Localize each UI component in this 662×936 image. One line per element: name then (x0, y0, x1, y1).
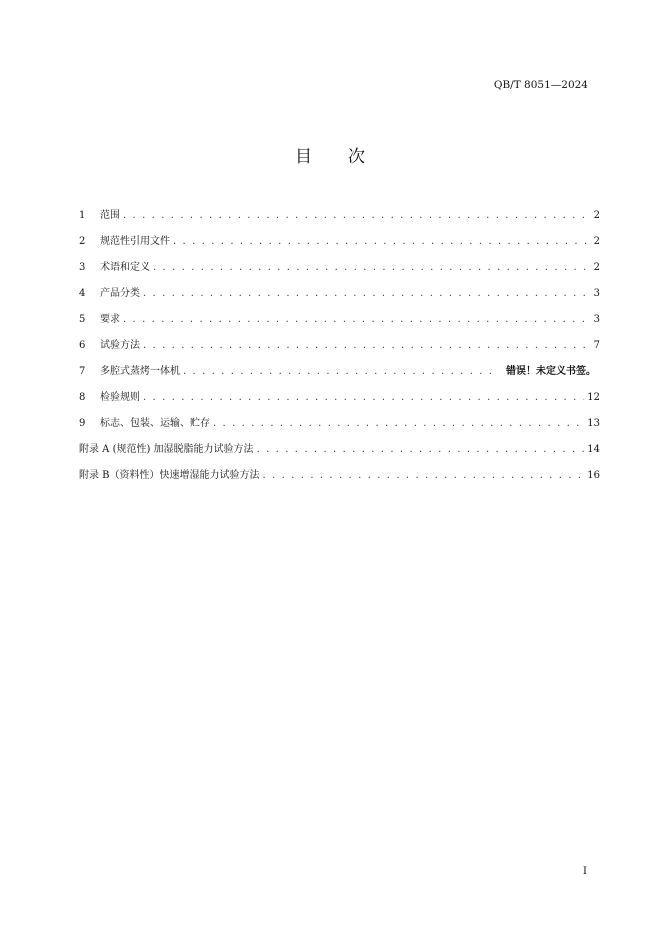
toc-entry-label[interactable]: 规范性引用文件 (100, 236, 170, 247)
toc-entry-label[interactable]: 多腔式蒸烤一体机 (100, 366, 180, 377)
toc-entry-6[interactable] (79, 336, 600, 362)
toc-entry-number: 1 (79, 210, 86, 221)
toc-entry-page: 3 (593, 314, 600, 325)
toc-entry-page: 7 (593, 340, 600, 351)
toc-entry-page: 3 (593, 288, 600, 299)
toc-entry-2[interactable] (79, 232, 600, 258)
toc-entry-number: 4 (79, 288, 86, 299)
toc-entry-label[interactable]: 附录 B（资料性）快速增湿能力试验方法 (79, 470, 260, 481)
toc-entry-appendix-b[interactable] (79, 466, 600, 492)
toc-entry-4[interactable] (79, 284, 600, 310)
toc-entry-label[interactable]: 范围 (100, 210, 120, 221)
toc-entry-number: 6 (79, 340, 86, 351)
toc-entry-5[interactable] (79, 310, 600, 336)
toc-leader-dots (213, 418, 584, 429)
toc-entry-page: 12 (587, 392, 600, 403)
title-char-2: 次 (348, 147, 367, 167)
toc-leader-dots (263, 470, 585, 481)
toc-entry-number: 3 (79, 262, 86, 273)
toc-entry-page: 13 (587, 418, 600, 429)
toc-entry-label[interactable]: 检验规则 (100, 392, 140, 403)
toc-leader-dots (257, 444, 585, 455)
toc-entry-page: 14 (587, 444, 600, 455)
toc-leader-dots (143, 340, 591, 351)
toc-entry-number: 8 (79, 392, 86, 403)
toc-entry-page-error: 错误！未定义书签。 (506, 366, 596, 377)
toc-entry-label[interactable]: 要求 (100, 314, 120, 325)
toc-entry-appendix-a[interactable] (79, 440, 600, 466)
toc-entry-number: 9 (79, 418, 86, 429)
toc-entry-8[interactable] (79, 388, 600, 414)
toc-leader-dots (143, 288, 591, 299)
document-code: QB/T 8051—2024 (493, 79, 588, 91)
toc-entry-page: 2 (593, 236, 600, 247)
table-of-contents (79, 206, 600, 492)
title-char-1: 目 (295, 147, 314, 167)
toc-leader-dots (143, 392, 584, 403)
toc-leader-dots (183, 366, 494, 377)
toc-entry-label[interactable]: 附录 A (规范性) 加湿脱脂能力试验方法 (79, 444, 254, 455)
toc-leader-dots (173, 236, 591, 247)
toc-entry-page: 16 (587, 470, 600, 481)
toc-entry-1[interactable] (79, 206, 600, 232)
toc-entry-page: 2 (593, 262, 600, 273)
toc-leader-dots (153, 262, 591, 273)
page-number: I (583, 866, 587, 877)
toc-entry-label[interactable]: 术语和定义 (100, 262, 150, 273)
toc-entry-number: 5 (79, 314, 86, 325)
toc-entry-7[interactable] (79, 362, 600, 388)
toc-entry-number: 7 (79, 366, 86, 377)
page-title (0, 142, 662, 167)
toc-leader-dots (123, 210, 591, 221)
toc-entry-9[interactable] (79, 414, 600, 440)
toc-entry-label[interactable]: 产品分类 (100, 288, 140, 299)
toc-entry-number: 2 (79, 236, 86, 247)
toc-leader-dots (123, 314, 591, 325)
toc-entry-3[interactable] (79, 258, 600, 284)
toc-entry-page: 2 (593, 210, 600, 221)
toc-entry-label[interactable]: 试验方法 (100, 340, 140, 351)
toc-entry-label[interactable]: 标志、包装、运输、贮存 (100, 418, 210, 429)
